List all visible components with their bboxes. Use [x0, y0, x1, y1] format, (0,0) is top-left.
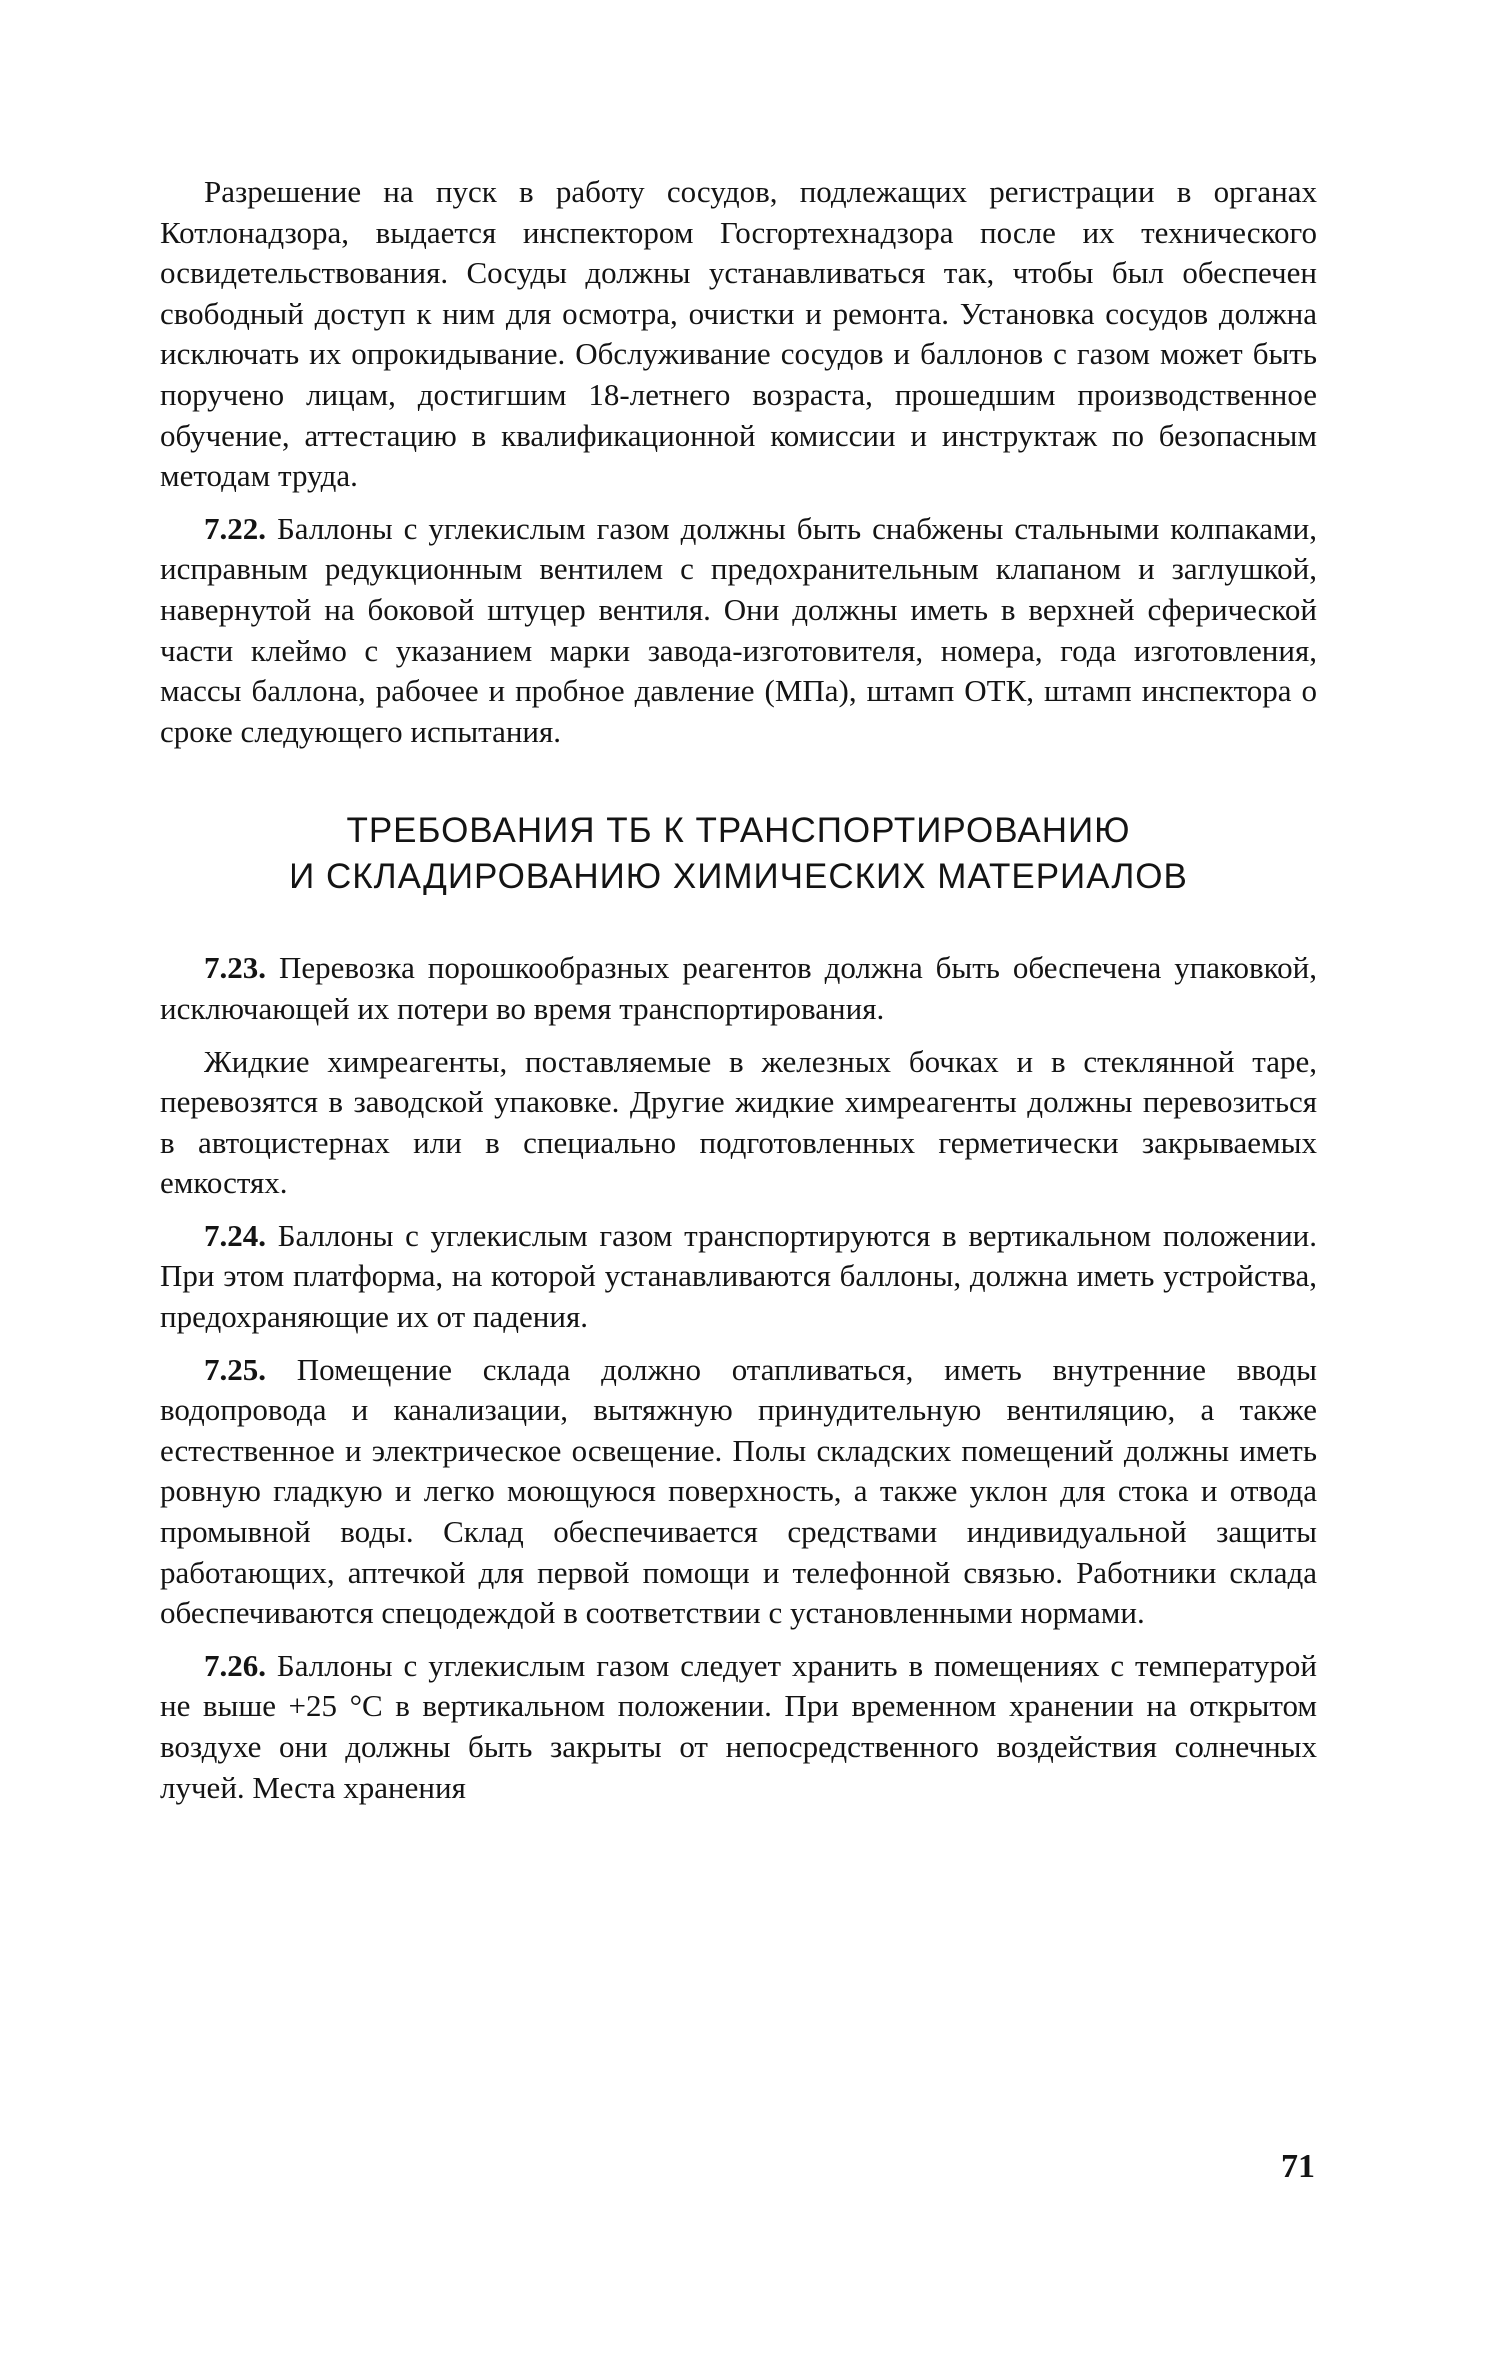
paragraph-text: Разрешение на пуск в работу сосудов, подлежащих регистрации в органах Котлонадзора, выдается инспектором Госгортехнадзора после их технического освидетельствования. Сосуды должны устанавливаться так, чтобы был обеспечен свободный доступ к ним для осмотра, очистки и ремонта. Установка сосудов должна исключать их опрокидывание. Обслуживание сосудов и баллонов с газом может быть поручено лицам, достигшим 18-летнего возраста, прошедшим производственное обучение, аттестацию в квалификационной комиссии и инструктаж по безопасным методам труда.: [160, 174, 1317, 494]
paragraph-liquid-reagents: [160, 1042, 1317, 1204]
paragraph-text: Перевозка порошкообразных реагентов должна быть обеспечена упаковкой, исключающей их потери во время транспортирования.: [160, 950, 1318, 1026]
paragraph-7-25: [160, 1350, 1317, 1634]
clause-number: 7.23.: [204, 950, 266, 986]
section-heading: [160, 808, 1317, 900]
paragraph-text: Баллоны с углекислым газом следует хранить в помещениях с температурой не выше +25 °С в вертикальном положении. При временном хранении на открытом воздухе они должны быть закрыты от непосредственного воздействия солнечных лучей. Места хранения: [160, 1647, 1318, 1805]
paragraph-7-26: [160, 1646, 1317, 1808]
clause-number: 7.25.: [204, 1351, 266, 1387]
paragraph-7-22: [160, 509, 1317, 753]
paragraph-7-23: [160, 948, 1317, 1029]
heading-line-1: ТРЕБОВАНИЯ ТБ К ТРАНСПОРТИРОВАНИЮ: [346, 811, 1131, 851]
clause-number: 7.26.: [204, 1647, 266, 1683]
paragraph-text: Баллоны с углекислым газом транспортируются в вертикальном положении. При этом платформа, на которой устанавливаются баллоны, должна иметь устройства, предохраняющие их от падения.: [160, 1217, 1317, 1335]
paragraph-text: Помещение склада должно отапливаться, иметь внутренние вводы водопровода и канализации, вытяжную принудительную вентиляцию, а также естественное и электрическое освещение. Полы складских помещений должны иметь ровную гладкую и легко моющуюся поверхность, а также уклон для стока и отвода промывной воды. Склад обеспечивается средствами индивидуальной защиты работающих, аптечкой для первой помощи и телефонной связью. Работники склада обеспечиваются спецодеждой в соответствии с установленными нормами.: [160, 1351, 1318, 1631]
paragraph-permit: [160, 172, 1317, 497]
paragraph-text: Жидкие химреагенты, поставляемые в железных бочках и в стеклянной таре, перевозятся в заводской упаковке. Другие жидкие химреагенты должны перевозиться в автоцистернах или в специально подготовленных герметически закрываемых емкостях.: [160, 1043, 1317, 1201]
paragraph-7-24: [160, 1216, 1317, 1338]
paragraph-text: Баллоны с углекислым газом должны быть снабжены стальными колпаками, исправным редукционным вентилем с предохранительным клапаном и заглушкой, навернутой на боковой штуцер вентиля. Они должны иметь в верхней сферической части клеймо с указанием марки завода-изготовителя, номера, года изготовления, массы баллона, рабочее и пробное давление (МПа), штамп ОТК, штамп инспектора о сроке следующего испытания.: [160, 510, 1318, 749]
clause-number: 7.22.: [204, 510, 266, 546]
heading-line-2: И СКЛАДИРОВАНИЮ ХИМИЧЕСКИХ МАТЕРИАЛОВ: [289, 857, 1188, 897]
body-text-bottom: [160, 948, 1317, 1808]
body-text-top: [160, 172, 1317, 752]
page-number: 71: [1281, 2148, 1315, 2185]
clause-number: 7.24.: [204, 1217, 266, 1253]
